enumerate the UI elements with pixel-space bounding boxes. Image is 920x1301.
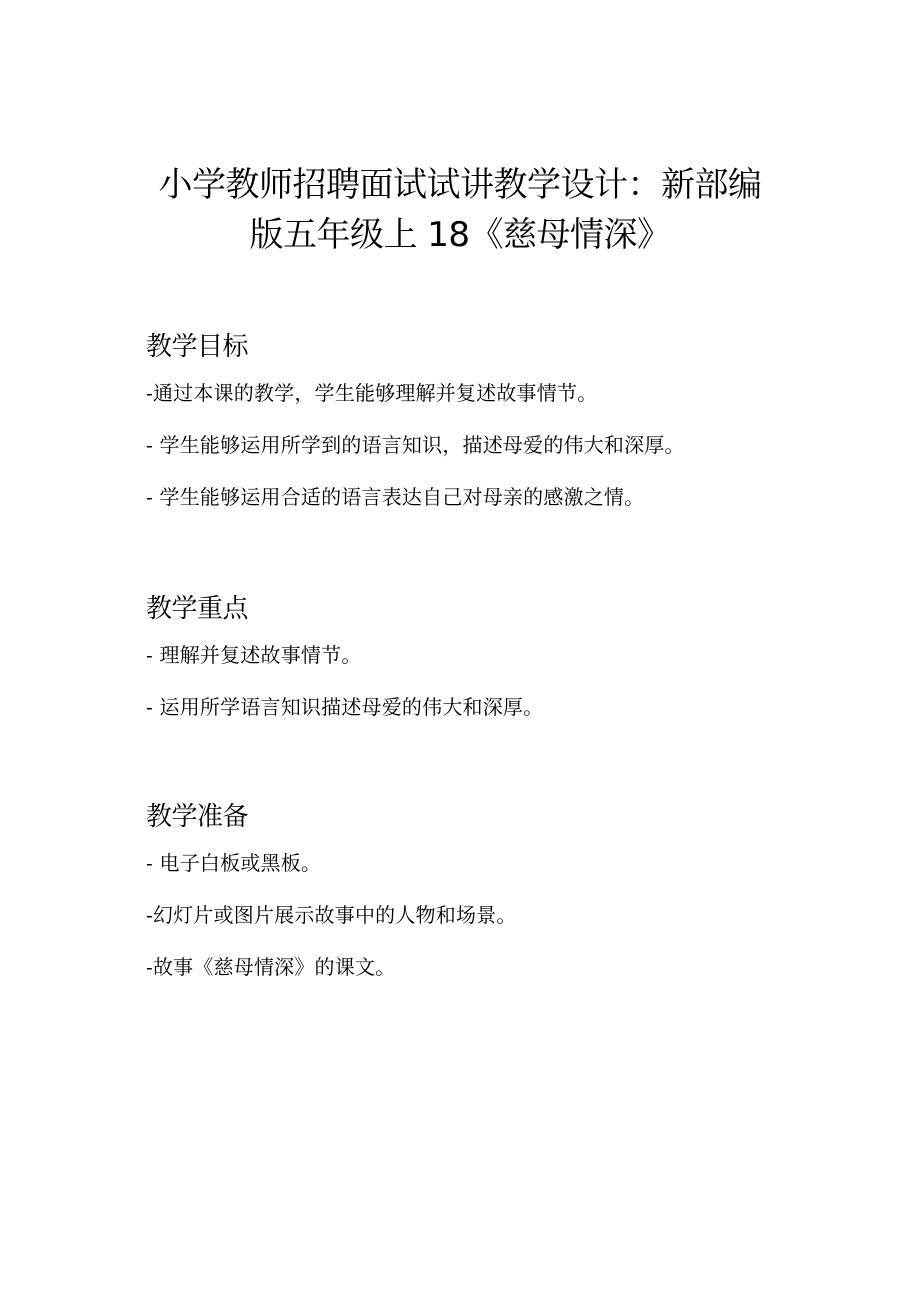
- list-item: -故事《慈母情深》的课文。: [146, 955, 396, 979]
- section-heading: 教学目标: [146, 332, 249, 362]
- list-item: -幻灯片或图片展示故事中的人物和场景。: [146, 903, 517, 927]
- list-item: - 学生能够运用所学到的语言知识，描述母爱的伟大和深厚。: [146, 433, 685, 457]
- list-item: -通过本课的教学，学生能够理解并复述故事情节。: [146, 381, 598, 405]
- section-teaching-preparation: [146, 800, 806, 1004]
- list-item: - 电子白板或黑板。: [146, 851, 322, 875]
- list-item: - 学生能够运用合适的语言表达自己对母亲的感激之情。: [146, 485, 645, 509]
- document-title-line-2: 版五年级上 18《慈母情深》: [249, 215, 671, 255]
- section-teaching-goals: [146, 330, 806, 534]
- list-item: - 运用所学语言知识描述母爱的伟大和深厚。: [146, 695, 544, 719]
- focus-list: [146, 640, 806, 722]
- preparation-list: [146, 848, 806, 982]
- list-item: - 理解并复述故事情节。: [146, 643, 362, 667]
- document-title: [100, 160, 820, 260]
- section-heading: 教学准备: [146, 802, 249, 832]
- section-teaching-focus: [146, 592, 806, 744]
- section-heading: 教学重点: [146, 594, 249, 624]
- document-title-line-1: 小学教师招聘面试试讲教学设计：新部编: [158, 165, 762, 205]
- goal-list: [146, 378, 806, 512]
